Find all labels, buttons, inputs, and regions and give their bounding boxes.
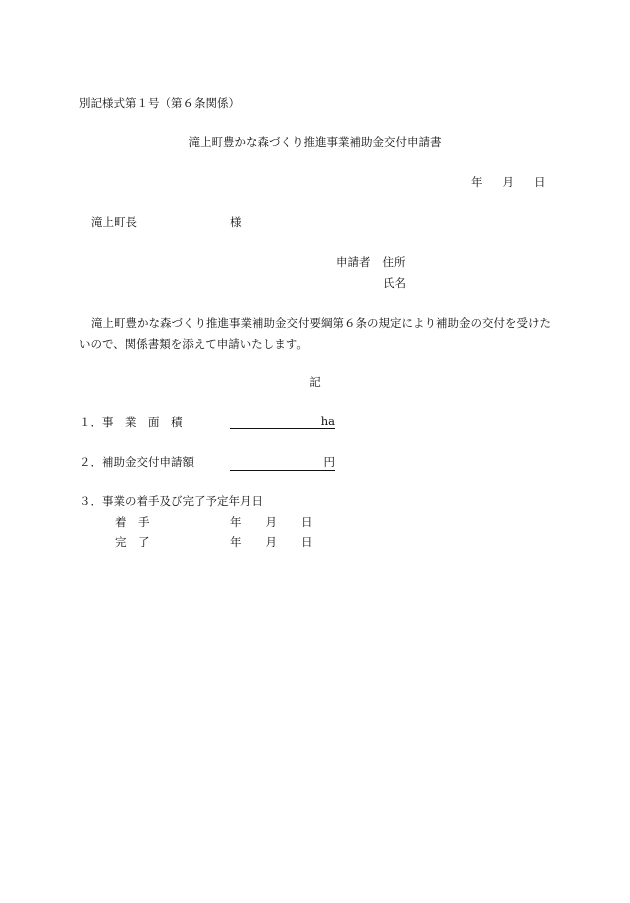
completion-date [230, 534, 313, 550]
unit-ha: ha [320, 414, 335, 428]
start-month: 月 [265, 515, 277, 529]
subsidy-amount-field[interactable] [230, 454, 335, 471]
date-year: 年 [471, 175, 483, 189]
start-year: 年 [230, 515, 242, 529]
item-schedule: ３．事業の着手及び完了予定年月日 [79, 494, 263, 508]
ki-heading: 記 [309, 375, 321, 389]
item-project-area: １．事 業 面 積 [79, 415, 183, 429]
date-day: 日 [534, 175, 546, 189]
project-area-field[interactable] [230, 414, 335, 429]
name-label: 氏名 [383, 276, 406, 290]
application-date [471, 174, 546, 190]
completion-day: 日 [301, 535, 313, 549]
completion-label: 完 了 [115, 535, 150, 549]
item-subsidy-amount: ２．補助金交付申請額 [79, 455, 194, 469]
completion-year: 年 [230, 535, 242, 549]
addressee: 滝上町長 [91, 215, 137, 229]
applicant-block [336, 254, 406, 270]
start-date [230, 514, 313, 530]
body-text: 滝上町豊かな森づくり推進事業補助金交付要綱第６条の規定により補助金の交付を受けたいので、関係書類を添えて申請いたします。 [79, 316, 551, 351]
document-title: 滝上町豊かな森づくり推進事業補助金交付申請書 [188, 135, 442, 149]
start-label: 着 手 [115, 515, 150, 529]
applicant-label: 申請者 [336, 255, 371, 269]
form-number: 別記様式第１号（第６条関係） [79, 96, 240, 110]
honorific: 様 [230, 215, 242, 229]
unit-yen: 円 [323, 455, 335, 469]
completion-month: 月 [265, 535, 277, 549]
date-month: 月 [502, 175, 514, 189]
start-day: 日 [301, 515, 313, 529]
address-label: 住所 [382, 255, 406, 269]
